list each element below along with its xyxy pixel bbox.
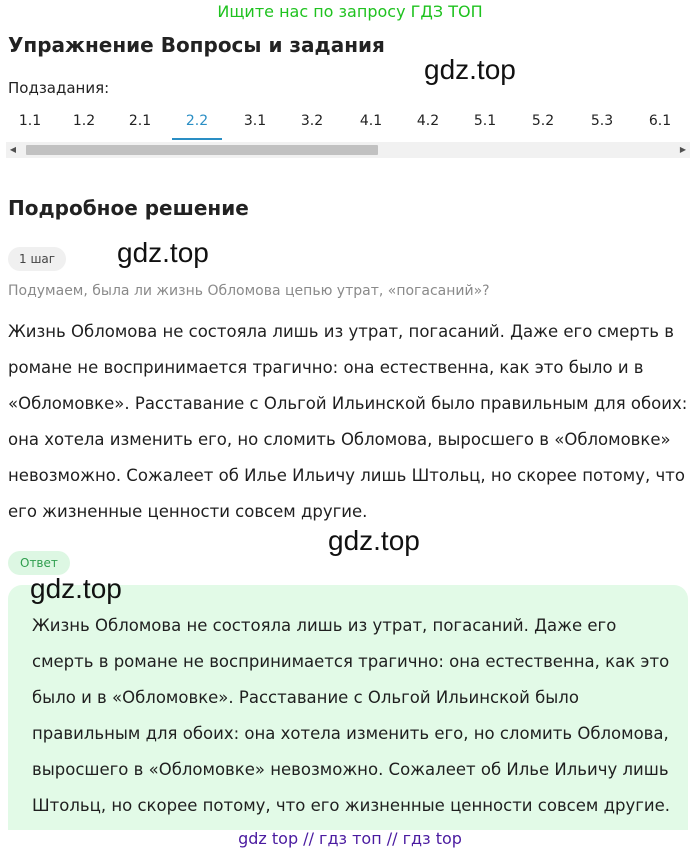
subtask-tab-active[interactable]: 2.2 [169,108,225,140]
top-banner[interactable]: Ищите нас по запросу ГДЗ ТОП [217,2,483,21]
step-badge: 1 шаг [8,247,66,271]
watermark: gdz.top [424,54,516,85]
watermark: gdz.top [328,525,420,556]
watermark: gdz.top [117,237,209,268]
subtask-tabs [0,108,700,140]
answer-text: Жизнь Обломова не состояла лишь из утрат, погасаний. Даже его смерть в романе не воспринимается трагично: она естественна, как это было и в «Обломовке». Расставание с Ольгой Ильинской было правильным для обоих: она хотела изменить его, но сломить Обломова, выросшего в «Обломовке» невозможно. Сожалеет об Илье Ильичу лишь Штольц, но скорее потому, что его жизненные ценности совсем другие. [32,616,671,815]
subtask-tab[interactable]: 3.2 [300,113,324,129]
scroll-right-arrow-icon[interactable]: ▶ [679,145,687,154]
answer-badge: Ответ [8,551,70,575]
subtask-tab[interactable]: 5.1 [473,113,497,129]
subtask-tab[interactable]: 6.1 [648,113,672,129]
subtask-tab[interactable]: 1.1 [18,113,42,129]
subtasks-label: Подзадания: [8,79,110,97]
subtask-tab[interactable]: 5.2 [531,113,555,129]
footer-links[interactable]: gdz top // гдз топ // гдз top [238,829,462,848]
subtask-tab[interactable]: 2.1 [128,113,152,129]
watermark: gdz.top [30,573,122,604]
subtask-tab[interactable]: 4.2 [416,113,440,129]
subtask-tab[interactable]: 5.3 [590,113,614,129]
step-hint: Подумаем, была ли жизнь Обломова цепью утрат, «погасаний»? [8,283,490,299]
solution-text: Жизнь Обломова не состояла лишь из утрат, погасаний. Даже его смерть в романе не воспринимается трагично: она естественна, как это было и в «Обломовке». Расставание с Ольгой Ильинской было правильным для обоих: она хотела изменить его, но сломить Обломова, выросшего в «Обломовке» невозможно. Сожалеет об Илье Ильичу лишь Штольц, но скорее потому, что его жизненные ценности совсем другие. [8,322,688,521]
subtask-tab[interactable]: 3.1 [243,113,267,129]
subtask-tab[interactable]: 4.1 [359,113,383,129]
scroll-thumb[interactable] [26,145,378,155]
subtask-tab[interactable]: 1.2 [72,113,96,129]
solution-title: Подробное решение [8,196,249,220]
horizontal-scrollbar[interactable] [6,142,690,158]
scroll-left-arrow-icon[interactable]: ◀ [9,145,17,154]
page-title: Упражнение Вопросы и задания [8,33,385,57]
